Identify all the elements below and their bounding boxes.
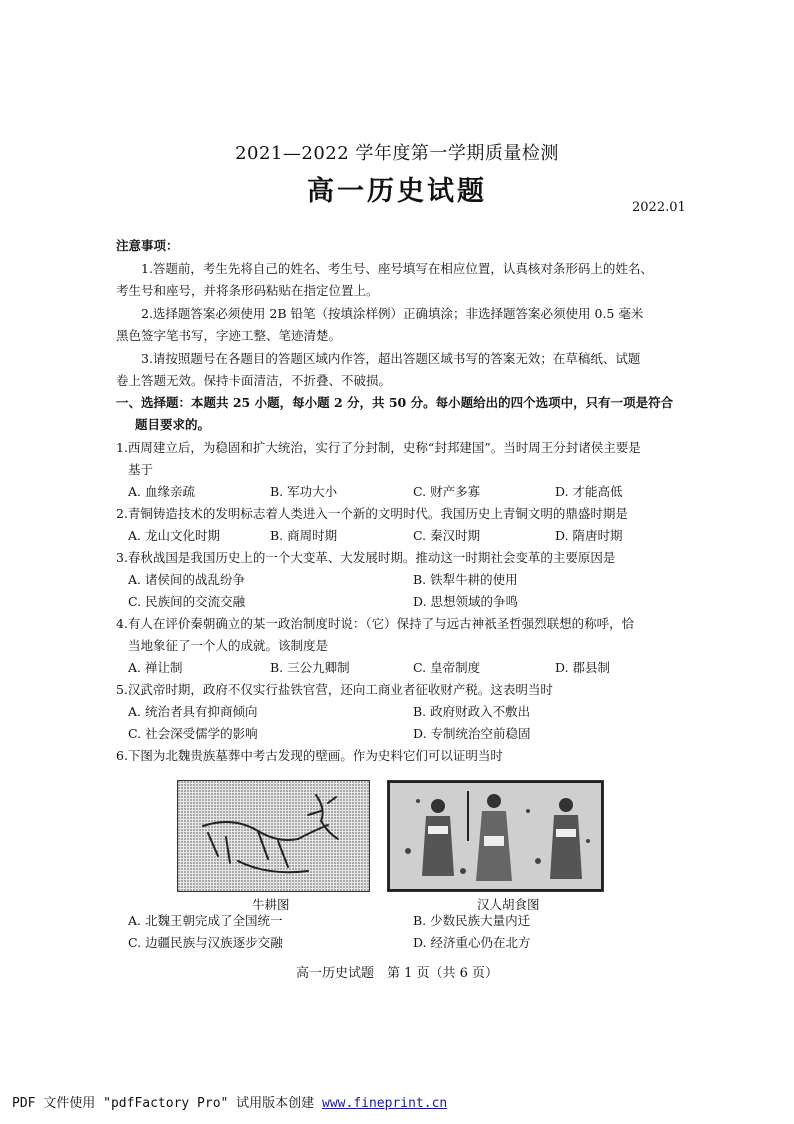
ox-plowing-mural-drawing	[178, 781, 369, 891]
section-1-instruction-line-2: 题目要求的。	[135, 417, 211, 432]
question-4-option-b[interactable]: B. 三公九卿制	[270, 660, 350, 675]
question-5-option-b[interactable]: B. 政府财政入不敷出	[413, 704, 531, 719]
exam-title: 高一历史试题	[307, 176, 487, 207]
question-2-stem: 2.青铜铸造技术的发明标志着人类进入一个新的文明时代。我国历史上青铜文明的鼎盛时期是	[116, 506, 628, 521]
question-1-stem-cont: 基于	[128, 462, 154, 477]
ox-plowing-caption: 牛耕图	[252, 897, 290, 912]
question-5-stem: 5.汉武帝时期，政府不仅实行盐铁官营，还向工商业者征收财产税。这表明当时	[116, 682, 553, 697]
exam-date: 2022.01	[632, 200, 686, 215]
pdf-creator-note	[12, 1096, 447, 1112]
notice-item-1-line-2: 考生号和座号，并将条形码粘贴在指定位置上。	[116, 283, 379, 298]
question-3-option-b[interactable]: B. 铁犁牛耕的使用	[413, 572, 518, 587]
question-6-stem: 6.下图为北魏贵族墓葬中考古发现的壁画。作为史料它们可以证明当时	[116, 748, 503, 763]
han-food-caption: 汉人胡食图	[477, 897, 540, 912]
pdf-creator-text: PDF 文件使用 "pdfFactory Pro" 试用版本创建	[12, 1096, 323, 1111]
han-food-mural-drawing	[388, 781, 603, 891]
question-6-option-d[interactable]: D. 经济重心仍在北方	[413, 935, 531, 950]
notice-item-2-line-1: 2.选择题答案必须使用 2B 铅笔（按填涂样例）正确填涂；非选择题答案必须使用 0.5 毫米	[141, 306, 644, 321]
notice-heading: 注意事项：	[116, 238, 179, 253]
question-3-option-d[interactable]: D. 思想领域的争鸣	[413, 594, 519, 609]
question-2-option-b[interactable]: B. 商周时期	[270, 528, 338, 543]
question-1-option-b[interactable]: B. 军功大小	[270, 484, 338, 499]
section-1-instruction-line-1: 一、选择题：本题共 25 小题，每小题 2 分，共 50 分。每小题给出的四个选项中，只有一项是符合	[116, 395, 674, 410]
question-4-stem: 4.有人在评价秦朝确立的某一政治制度时说：（它）保持了与远古神祇圣哲强烈联想的称呼，恰	[116, 616, 635, 631]
question-4-option-d[interactable]: D. 郡县制	[555, 660, 611, 675]
question-3-option-a[interactable]: A. 诸侯间的战乱纷争	[128, 572, 245, 587]
notice-item-3-line-2: 卷上答题无效。保持卡面清洁，不折叠、不破损。	[116, 373, 392, 388]
question-4-option-a[interactable]: A. 禅让制	[128, 660, 183, 675]
question-2-option-a[interactable]: A. 龙山文化时期	[128, 528, 220, 543]
page-footer: 高一历史试题 第 1 页（共 6 页）	[295, 966, 499, 981]
ox-plowing-mural-image	[177, 780, 370, 892]
exam-term: 2021—2022 学年度第一学期质量检测	[235, 143, 559, 164]
question-5-option-d[interactable]: D. 专制统治空前稳固	[413, 726, 531, 741]
question-5-option-c[interactable]: C. 社会深受儒学的影响	[128, 726, 258, 741]
notice-item-2-line-2: 黑色签字笔书写，字迹工整、笔迹清楚。	[116, 328, 342, 343]
question-2-option-d[interactable]: D. 隋唐时期	[555, 528, 623, 543]
question-6-option-b[interactable]: B. 少数民族大量内迁	[413, 913, 531, 928]
question-1-option-a[interactable]: A. 血缘亲疏	[128, 484, 195, 499]
fineprint-link[interactable]: www.fineprint.cn	[322, 1096, 448, 1111]
question-1-option-d[interactable]: D. 才能高低	[555, 484, 623, 499]
question-1-option-c[interactable]: C. 财产多寡	[413, 484, 481, 499]
question-4-stem-cont: 当地象征了一个人的成就。该制度是	[128, 638, 329, 653]
question-2-option-c[interactable]: C. 秦汉时期	[413, 528, 481, 543]
question-4-option-c[interactable]: C. 皇帝制度	[413, 660, 481, 675]
question-1-stem: 1.西周建立后，为稳固和扩大统治，实行了分封制，史称“封邦建国”。当时周王分封诸侯主要是	[116, 440, 641, 455]
han-food-mural-image	[387, 780, 604, 892]
question-3-option-c[interactable]: C. 民族间的交流交融	[128, 594, 246, 609]
notice-item-1-line-1: 1.答题前，考生先将自己的姓名、考生号、座号填写在相应位置，认真核对条形码上的姓名、	[141, 261, 653, 276]
notice-item-3-line-1: 3.请按照题号在各题目的答题区域内作答，超出答题区域书写的答案无效；在草稿纸、试题	[141, 351, 641, 366]
question-6-option-a[interactable]: A. 北魏王朝完成了全国统一	[128, 913, 283, 928]
question-3-stem: 3.春秋战国是我国历史上的一个大变革、大发展时期。推动这一时期社会变革的主要原因是	[116, 550, 616, 565]
question-6-option-c[interactable]: C. 边疆民族与汉族逐步交融	[128, 935, 283, 950]
question-5-option-a[interactable]: A. 统治者具有抑商倾向	[128, 704, 258, 719]
